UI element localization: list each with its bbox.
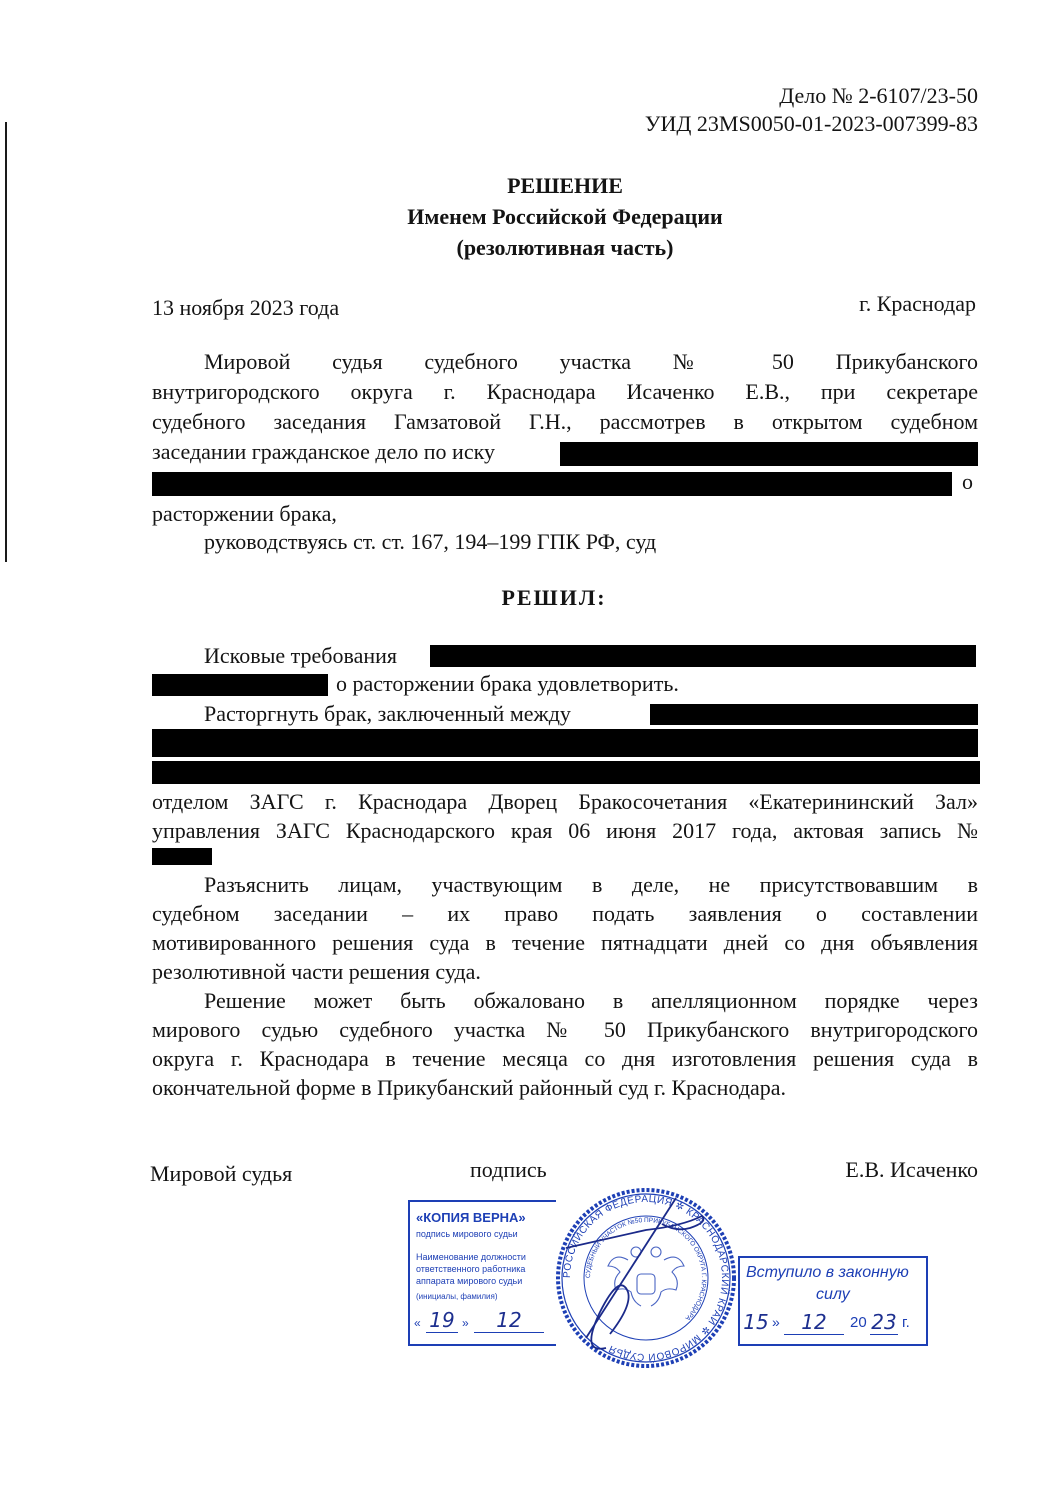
- intro-line-7: руководствуясь ст. ст. 167, 194–199 ГПК РФ, суд: [204, 529, 657, 554]
- redaction-claimant-tail: [152, 674, 328, 696]
- copy-stamp-title: «КОПИЯ ВЕРНА»: [416, 1210, 526, 1225]
- effective-stamp-year-prefix: 20: [850, 1314, 867, 1331]
- document-title: РЕШЕНИЕ: [507, 173, 623, 198]
- redaction-claimant: [430, 645, 976, 667]
- effective-stamp-month: 12: [784, 1310, 844, 1335]
- redaction-spouse-1: [650, 704, 978, 725]
- intro-line-1: Мировой судья судебного участка № 50 Прикубанского: [204, 349, 978, 374]
- appeal-line-3: округа г. Краснодара в течение месяца со дня изготовления решения суда в: [152, 1046, 978, 1071]
- registry-line-1: отделом ЗАГС г. Краснодара Дворец Бракосочетания «Екатерининский Зал»: [152, 789, 978, 814]
- intro-line-5-tail: о: [962, 469, 973, 494]
- copy-stamp-sub-label: (инициалы, фамилия): [416, 1292, 498, 1301]
- effective-date-stamp: Вступило в законную силу 15 » 12 20 23 г.: [738, 1256, 928, 1346]
- explanation-line-2: судебном заседании – их право подать заявления о составлении: [152, 901, 978, 926]
- copy-stamp-line-1: подпись мирового судьи: [416, 1229, 518, 1239]
- copy-stamp-line-3: ответственного работника: [416, 1264, 526, 1274]
- decided-heading: РЕШИЛ:: [501, 585, 607, 610]
- intro-line-3: судебного заседания Гамзатовой Г.Н., рассмотрев в открытом судебном: [152, 409, 978, 434]
- copy-stamp-line-2: Наименование должности: [416, 1252, 526, 1262]
- signature-label: подпись: [470, 1157, 547, 1182]
- registry-line-2: управления ЗАГС Краснодарского края 06 июня 2017 года, актовая запись №: [152, 818, 978, 843]
- copy-stamp-line-4: аппарата мирового судьи: [416, 1276, 523, 1286]
- explanation-line-4: резолютивной части решения суда.: [152, 959, 481, 984]
- appeal-line-4: окончательной форме в Прикубанский районный суд г. Краснодара.: [152, 1075, 787, 1100]
- intro-line-6: расторжении брака,: [152, 501, 337, 526]
- explanation-line-3: мотивированного решения суда в течение пятнадцати дней со дня объявления: [152, 930, 978, 955]
- effective-stamp-year-unit: г.: [902, 1314, 910, 1331]
- appeal-line-1: Решение может быть обжаловано в апелляционном порядке через: [204, 988, 978, 1013]
- signature-name: Е.В. Исаченко: [845, 1157, 978, 1182]
- decision-city: г. Краснодар: [859, 291, 976, 316]
- intro-line-2: внутригородского округа г. Краснодара Исаченко Е.В., при секретаре: [152, 379, 978, 404]
- redaction-spouse-2: [152, 729, 978, 757]
- effective-stamp-line-1: Вступило в законную: [746, 1264, 909, 1281]
- seal-inner-text: СУДЕБНЫЙ УЧАСТОК №50 ПРИКУБАНСКОГО ОКРУГА Г. КРАСНОДАРА: [584, 1216, 708, 1322]
- copy-verified-stamp: «КОПИЯ ВЕРНА» подпись мирового судьи Наименование должности ответственного работника аппарата мирового судьи (инициалы, фамилия) « 19 » 12: [408, 1200, 556, 1346]
- claims-start: Исковые требования: [204, 643, 398, 668]
- signature-role: Мировой судья: [150, 1161, 293, 1186]
- copy-stamp-month: 12: [474, 1308, 544, 1333]
- redaction-record-number: [152, 848, 212, 865]
- redaction-plaintiff: [560, 442, 978, 466]
- explanation-line-1: Разъяснить лицам, участвующим в деле, не присутствовавшим в: [204, 872, 978, 897]
- case-number: Дело № 2-6107/23-50: [779, 83, 978, 108]
- effective-stamp-line-2: силу: [816, 1286, 850, 1303]
- claims-end: о расторжении брака удовлетворить.: [336, 671, 679, 696]
- intro-line-4: заседании гражданское дело по иску: [152, 439, 495, 464]
- effective-stamp-year-suffix: 23: [871, 1310, 897, 1334]
- effective-stamp-day: 15: [743, 1310, 769, 1334]
- copy-stamp-day: 19: [426, 1308, 458, 1333]
- redaction-defendant: [152, 472, 952, 496]
- case-uid: УИД 23MS0050-01-2023-007399-83: [644, 111, 978, 136]
- seal-outer-text: РОССИЙСКАЯ ФЕДЕРАЦИЯ ✲ КРАСНОДАРСКИЙ КРАЙ ✲ МИРОВОЙ СУДЬЯ: [561, 1193, 731, 1363]
- decision-date: 13 ноября 2023 года: [152, 295, 340, 320]
- round-seal: [556, 1188, 736, 1368]
- appeal-line-2: мирового судью судебного участка № 50 Прикубанского внутригородского: [152, 1017, 978, 1042]
- document-part: (резолютивная часть): [456, 235, 674, 260]
- dissolve-start: Расторгнуть брак, заключенный между: [204, 701, 571, 726]
- redaction-spouse-details: [152, 761, 980, 784]
- document-subtitle: Именем Российской Федерации: [407, 204, 723, 229]
